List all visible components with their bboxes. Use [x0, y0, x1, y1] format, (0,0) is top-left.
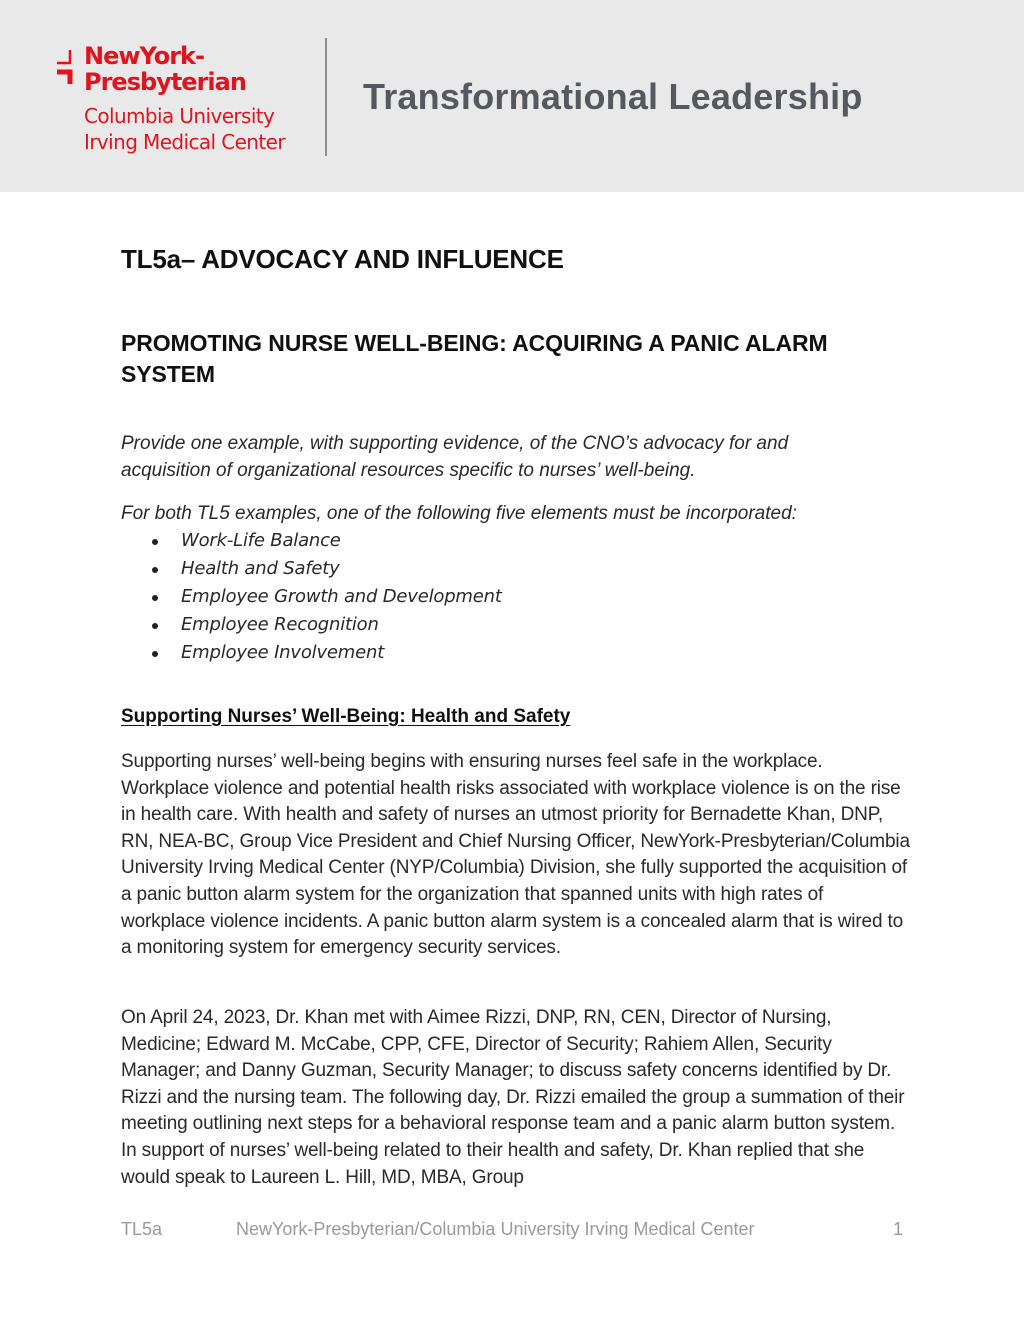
- bullet-icon: [152, 623, 158, 629]
- paragraph: On April 24, 2023, Dr. Khan met with Aimee Rizzi, DNP, RN, CEN, Director of Nursing, Medicine; Edward M. McCabe, CPP, CFE, Director of Security; Rahiem Allen, Security Manager; and Danny Guzman, Security Manager; to discuss safety concerns identified by Dr. Rizzi and the nursing team. The following day, Dr. Rizzi emailed the group a summation of their meeting outlining next steps for a behavioral response team and a panic alarm button system. In support of nurses’ well-being related to their health and safety, Dr. Khan replied that she would speak to Laureen L. Hill, MD, MBA, Group: [121, 1007, 905, 1188]
- logo-text-line3: Columbia University: [84, 104, 275, 128]
- footer-organization: NewYork-Presbyterian/Columbia University Irving Medical Center: [236, 1219, 755, 1239]
- page-header: [0, 0, 1024, 192]
- list-item: [121, 555, 502, 583]
- list-item-label: Work-Life Balance: [181, 530, 341, 551]
- document-heading: TL5a– ADVOCACY AND INFLUENCE: [121, 244, 564, 274]
- logo-text-line1: NewYork-: [84, 42, 204, 70]
- prompt-text: Provide one example, with supporting evidence, of the CNO’s advocacy for and acquisition of organizational resources specific to nurses’ well-being.: [121, 433, 789, 481]
- list-item: [121, 639, 502, 667]
- logo-text-line2: Presbyterian: [84, 68, 246, 96]
- list-item: [121, 583, 502, 611]
- paragraph: Supporting nurses’ well-being begins with ensuring nurses feel safe in the workplace. Workplace violence and potential health risks associated with workplace violence is on the rise in health care. With health and safety of nurses an utmost priority for Bernadette Khan, DNP, RN, NEA-BC, Group Vice President and Chief Nursing Officer, NewYork-Presbyterian/Columbia University Irving Medical Center (NYP/Columbia) Division, she fully supported the acquisition of a panic button alarm system for the organization that spanned units with high rates of workplace violence incidents. A panic button alarm system is a concealed alarm that is wired to a monitoring system for emergency security services.: [121, 751, 910, 959]
- bullet-icon: [152, 595, 158, 601]
- list-item-label: Health and Safety: [181, 558, 340, 579]
- section-title: Supporting Nurses’ Well-Being: Health and Safety: [121, 706, 571, 727]
- bullet-icon: [152, 651, 158, 657]
- list-item: [121, 527, 502, 555]
- bullet-icon: [152, 539, 158, 545]
- logo-text-line4: Irving Medical Center: [84, 130, 285, 154]
- elements-intro: For both TL5 examples, one of the following five elements must be incorporated:: [121, 503, 797, 524]
- document-subheading: PROMOTING NURSE WELL-BEING: ACQUIRING A PANIC ALARM SYSTEM: [121, 330, 828, 387]
- nyp-logo-mark-icon: [56, 46, 80, 86]
- header-divider: [325, 38, 327, 156]
- elements-list: [121, 527, 502, 667]
- list-item-label: Employee Involvement: [181, 642, 385, 663]
- list-item-label: Employee Recognition: [181, 614, 379, 635]
- footer-page-number: 1: [893, 1219, 904, 1239]
- footer-section-code: TL5a: [121, 1219, 163, 1239]
- list-item-label: Employee Growth and Development: [181, 586, 502, 607]
- header-title: Transformational Leadership: [363, 76, 863, 117]
- bullet-icon: [152, 567, 158, 573]
- list-item: [121, 611, 502, 639]
